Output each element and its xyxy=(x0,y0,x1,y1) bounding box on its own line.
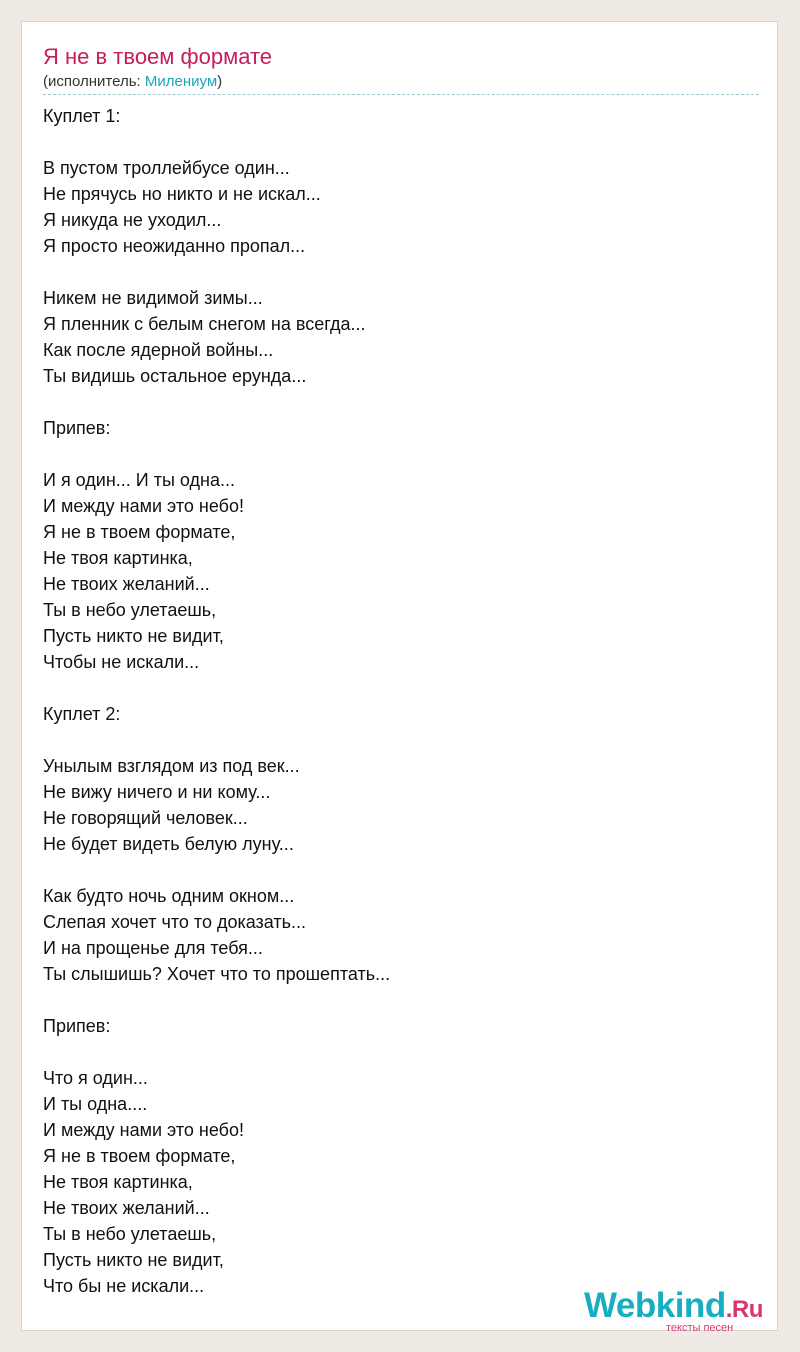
blank-line xyxy=(43,1039,743,1065)
artist-link[interactable]: Милениум xyxy=(144,73,218,90)
logo-suffix-text: .Ru xyxy=(725,1296,763,1323)
lyric-line: Куплет 1: xyxy=(43,106,121,126)
lyric-line: Не твоя картинка, xyxy=(43,1172,193,1192)
lyric-line: Как после ядерной войны... xyxy=(43,340,274,360)
logo-main-text: Webkind xyxy=(584,1286,726,1325)
lyric-line: Не твоя картинка, xyxy=(43,548,193,568)
lyric-line: И я один... И ты одна... xyxy=(43,470,235,490)
lyric-line: В пустом троллейбусе один... xyxy=(43,158,290,178)
logo-tagline: тексты песен xyxy=(666,1322,734,1334)
lyric-line: Припев: xyxy=(43,418,111,438)
lyric-line: Куплет 2: xyxy=(43,704,121,724)
lyric-line: Пусть никто не видит, xyxy=(43,626,224,646)
lyric-line: Не твоих желаний... xyxy=(43,1198,210,1218)
lyrics-body xyxy=(43,103,743,1299)
lyric-line: Не твоих желаний... xyxy=(43,574,210,594)
blank-line xyxy=(43,675,743,701)
blank-line xyxy=(43,129,743,155)
song-title: Я не в твоем формате xyxy=(43,44,273,69)
lyric-line: Ты слышишь? Хочет что то прошептать... xyxy=(43,964,391,984)
lyric-line: Чтобы не искали... xyxy=(43,652,200,672)
blank-line xyxy=(43,259,743,285)
lyric-line: Припев: xyxy=(43,1016,111,1036)
blank-line xyxy=(43,857,743,883)
lyrics-card xyxy=(21,21,778,1334)
artist-suffix: ) xyxy=(217,73,223,90)
lyric-line: Унылым взглядом из под век... xyxy=(43,756,300,776)
lyric-line: Пусть никто не видит, xyxy=(43,1250,224,1270)
lyric-line: Ты в небо улетаешь, xyxy=(43,600,217,620)
lyric-line: Я не в твоем формате, xyxy=(43,522,236,542)
lyric-line: Не прячусь но никто и не искал... xyxy=(43,184,321,204)
webkind-logo[interactable] xyxy=(584,1286,784,1334)
lyric-line: Ты в небо улетаешь, xyxy=(43,1224,217,1244)
artist-line xyxy=(43,72,222,92)
lyric-line: Слепая хочет что то доказать... xyxy=(43,912,307,932)
lyric-line: Ты видишь остальное ерунда... xyxy=(43,366,307,386)
lyric-line: И на прощенье для тебя... xyxy=(43,938,263,958)
lyric-line: Я пленник с белым снегом на всегда... xyxy=(43,314,366,334)
lyric-line: И между нами это небо! xyxy=(43,1120,244,1140)
lyric-line: Как будто ночь одним окном... xyxy=(43,886,295,906)
lyric-line: Я никуда не уходил... xyxy=(43,210,222,230)
lyric-line: Я просто неожиданно пропал... xyxy=(43,236,306,256)
lyric-line: Не говорящий человек... xyxy=(43,808,248,828)
lyric-line: Что бы не искали... xyxy=(43,1276,205,1296)
lyric-line: Что я один... xyxy=(43,1068,148,1088)
blank-line xyxy=(43,389,743,415)
title-divider xyxy=(43,94,759,95)
lyric-line: И между нами это небо! xyxy=(43,496,244,516)
lyric-line: И ты одна.... xyxy=(43,1094,148,1114)
lyric-line: Я не в твоем формате, xyxy=(43,1146,236,1166)
lyric-line: Никем не видимой зимы... xyxy=(43,288,263,308)
blank-line xyxy=(43,727,743,753)
artist-prefix: (исполнитель: xyxy=(43,73,145,90)
blank-line xyxy=(43,441,743,467)
lyric-line: Не вижу ничего и ни кому... xyxy=(43,782,271,802)
blank-line xyxy=(43,987,743,1013)
lyric-line: Не будет видеть белую луну... xyxy=(43,834,294,854)
